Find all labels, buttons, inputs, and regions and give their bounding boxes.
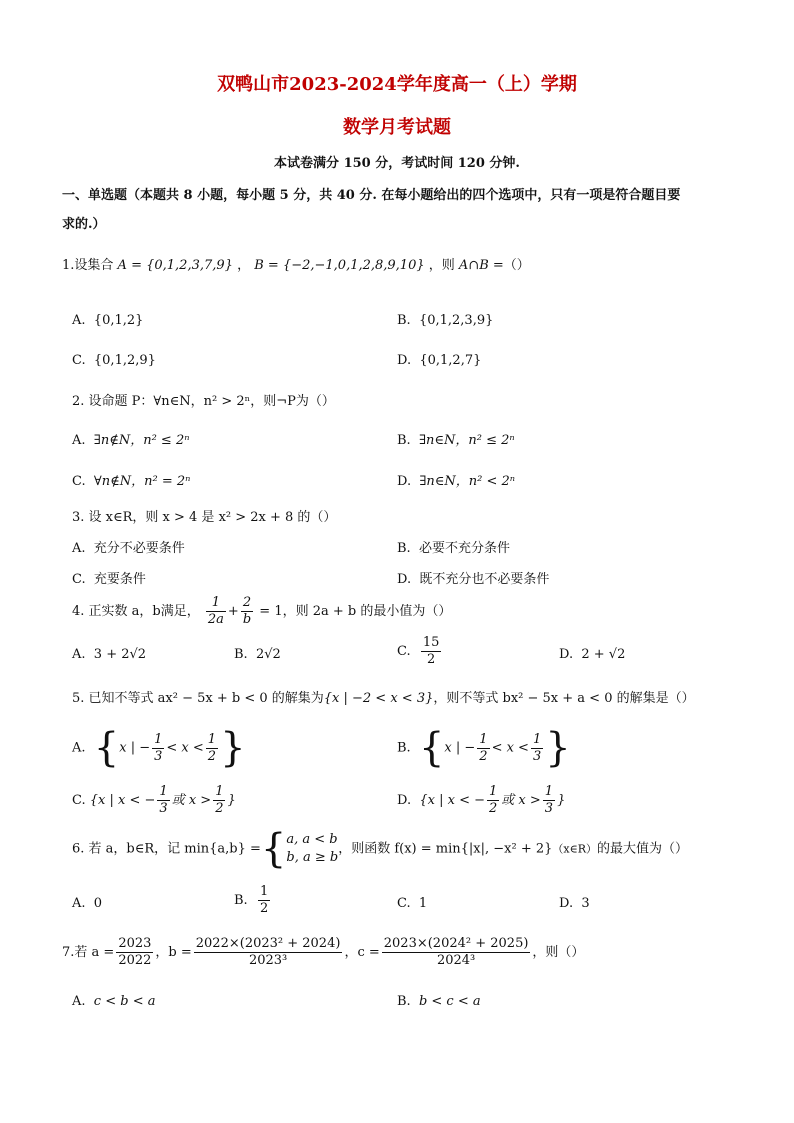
q4-option-c-den: 2 xyxy=(427,652,436,667)
q5-option-b: B. {x | − $\frac{1}{2}$ < x < $\frac{1}{3}$ } xyxy=(397,725,571,771)
q2-option-b-text: ∃n∈N，n² ≤ 2ⁿ xyxy=(418,433,515,448)
q5-text-2: ，则不等式 bx² − 5x + a < 0 的解集是（） xyxy=(433,691,695,706)
q5-option-b-mid: < x < xyxy=(491,740,529,756)
q4-option-a-label: A. xyxy=(72,647,86,662)
q5-option-d-n2: 1 xyxy=(544,784,554,799)
q3-option-d-label: D. xyxy=(397,572,412,587)
question-6: 6. 若 a，b∈R，记 min{a,b} ={ a, a < b b, a ≥ b ，则函数 f(x) = min{|x|, −x² + 2}（x∈R）的最大值为（） xyxy=(72,826,689,872)
q5-option-c-post: } xyxy=(227,793,236,808)
q3-option-a-text: 充分不必要条件 xyxy=(93,541,185,556)
q1-option-d-label: D. xyxy=(397,353,412,368)
q3-option-b-text: 必要不充分条件 xyxy=(418,541,510,556)
q5-option-a-d1: 3 xyxy=(154,748,163,764)
q3-option-a xyxy=(72,537,185,556)
q5-option-c-n2: 1 xyxy=(215,784,224,799)
q5-option-c-d1: 3 xyxy=(159,801,168,816)
q6-tail: 的最大值为（） xyxy=(597,841,689,857)
q4-equation: = 1，则 2a + b 的最小值为（） xyxy=(259,604,452,619)
q6-option-b-den: 2 xyxy=(259,901,269,916)
q1-sep: ， xyxy=(237,258,251,273)
q2-option-a-label: A. xyxy=(72,433,86,448)
q2-option-d-label: D. xyxy=(397,474,412,489)
q7-c-den: 2024³ xyxy=(436,953,476,968)
q2-option-b xyxy=(397,429,515,448)
question-7 xyxy=(62,936,584,969)
q1-option-b-text: {0,1,2,3,9} xyxy=(418,313,494,328)
q1-option-d xyxy=(397,353,481,368)
q1-expr: A∩B xyxy=(458,258,489,273)
q3-option-b xyxy=(397,537,510,556)
q5-option-b-label: B. xyxy=(397,740,411,756)
q7-a-den: 2022 xyxy=(118,953,152,968)
q7-c-num: 2023×(2024² + 2025) xyxy=(383,936,529,951)
q6-option-d-text: 3 xyxy=(581,896,590,911)
q5-option-a-frac-2 xyxy=(206,732,218,765)
q3-option-d-text: 既不充分也不必要条件 xyxy=(419,572,550,587)
q5-option-b-n2: 1 xyxy=(532,731,542,747)
exam-subtitle: 数学月考试题 xyxy=(343,117,451,138)
q6-option-b-num: 1 xyxy=(259,884,269,899)
q2-option-c xyxy=(72,470,190,489)
q5-option-c-d2: 2 xyxy=(215,801,224,816)
q6-domain: （x∈R） xyxy=(552,842,598,856)
q5-option-c-frac-1 xyxy=(157,784,169,817)
q7-tail: ，则（） xyxy=(532,945,585,960)
q5-option-b-d2: 3 xyxy=(532,748,542,764)
q5-option-d-d1: 2 xyxy=(489,801,498,816)
q5-option-a-label: A. xyxy=(72,740,86,756)
question-1 xyxy=(62,254,530,273)
q5-option-d-frac-2 xyxy=(543,784,555,817)
q5-option-d-d2: 3 xyxy=(544,801,554,816)
q4-option-b xyxy=(234,647,281,662)
q4-option-b-label: B. xyxy=(234,647,248,662)
q5-option-a-mid: < x < xyxy=(166,740,204,756)
q1-set-a: A = {0,1,2,3,7,9} xyxy=(117,258,233,273)
q3-option-d xyxy=(397,568,549,587)
q4-frac-2-den: b xyxy=(242,612,252,627)
exam-title: 双鸭山市2023-2024学年度高一（上）学期 xyxy=(217,74,577,95)
q5-option-b-d1: 2 xyxy=(479,748,488,764)
q7-frac-b xyxy=(194,936,343,969)
q7-b-pre: ，b = xyxy=(155,945,192,960)
section-heading-line2: 求的.） xyxy=(62,217,106,232)
q6-function: ，则函数 f(x) = min{|x|, −x² + 2} xyxy=(338,841,553,857)
q5-option-a-pre: x | − xyxy=(119,740,151,756)
q7-b-num: 2022×(2023² + 2024) xyxy=(195,936,341,951)
q7-option-a-label: A. xyxy=(72,994,86,1009)
q6-option-a xyxy=(72,896,102,911)
q5-option-d xyxy=(397,784,565,817)
q6-option-c xyxy=(397,896,427,911)
q5-option-c-frac-2 xyxy=(213,784,225,817)
q6-option-a-label: A. xyxy=(72,896,86,911)
q1-prefix: 1.设集合 xyxy=(62,258,114,273)
q4-option-c-frac xyxy=(421,635,442,668)
q2-option-d-text: ∃n∈N，n² < 2ⁿ xyxy=(419,474,516,489)
q3-option-c-text: 充要条件 xyxy=(93,572,146,587)
q5-option-b-frac-2 xyxy=(531,732,543,765)
q4-plus: + xyxy=(227,604,239,619)
q6-option-c-label: C. xyxy=(397,896,411,911)
q5-option-b-n1: 1 xyxy=(479,731,488,747)
q6-prefix: 6. 若 a，b∈R，记 min{a,b} = xyxy=(72,841,261,857)
question-2: 2. 设命题 P：∀n∈N，n² > 2ⁿ，则¬P为（） xyxy=(72,394,335,409)
q5-option-b-pre: x | − xyxy=(444,740,476,756)
q3-option-a-label: A. xyxy=(72,541,86,556)
q3-option-c-label: C. xyxy=(72,572,86,587)
q5-option-d-post: } xyxy=(557,793,566,808)
q5-option-c-n1: 1 xyxy=(159,784,168,799)
q7-b-den: 2023³ xyxy=(248,953,288,968)
q5-text-1: 5. 已知不等式 ax² − 5x + b < 0 的解集为 xyxy=(72,691,324,706)
q1-option-d-text: {0,1,2,7} xyxy=(419,353,482,368)
q4-option-c-num: 15 xyxy=(422,635,440,650)
q4-option-b-text: 2√2 xyxy=(255,647,281,662)
q6-case-1: a, a < b xyxy=(286,832,338,847)
q4-frac-2-num: 2 xyxy=(241,595,253,612)
q1-option-b xyxy=(397,313,493,328)
q5-option-d-mid: 或 x > xyxy=(501,793,541,808)
q1-option-b-label: B. xyxy=(397,313,411,328)
q5-option-a-d2: 2 xyxy=(207,748,217,764)
q1-option-c xyxy=(72,353,156,368)
q5-option-d-pre: {x | x < − xyxy=(419,793,485,808)
q5-option-a-frac-1 xyxy=(152,732,164,765)
q4-frac-1 xyxy=(206,595,226,628)
q5-solution-set: {x | −2 < x < 3} xyxy=(323,691,434,706)
q2-option-d xyxy=(397,470,515,489)
q7-frac-c xyxy=(382,936,531,969)
q4-frac-1-den: 2a xyxy=(207,612,224,627)
q7-option-a xyxy=(72,994,155,1009)
q7-option-b-text: b < c < a xyxy=(418,994,481,1009)
q5-option-c xyxy=(72,784,236,817)
q6-case-2: b, a ≥ b xyxy=(286,850,339,865)
q4-option-d-text: 2 + √2 xyxy=(581,647,626,662)
question-5 xyxy=(72,687,695,706)
q1-option-a-label: A. xyxy=(72,313,86,328)
q2-option-a xyxy=(72,429,190,448)
q6-option-d xyxy=(559,896,590,911)
q1-set-b: B = {−2,−1,0,1,2,8,9,10} xyxy=(254,258,425,273)
q4-option-c-label: C. xyxy=(397,644,411,659)
q4-option-a-text: 3 + 2√2 xyxy=(93,647,147,662)
q2-option-c-label: C. xyxy=(72,474,86,489)
q2-option-a-text: ∃n∉N，n² ≤ 2ⁿ xyxy=(93,433,190,448)
q4-prefix: 4. 正实数 a，b满足， xyxy=(72,604,200,619)
q5-option-d-n1: 1 xyxy=(489,784,498,799)
q7-prefix: 7.若 a = xyxy=(62,945,115,960)
q4-option-a xyxy=(72,647,146,662)
q4-option-c xyxy=(397,635,443,668)
question-4 xyxy=(72,595,451,628)
q6-option-d-label: D. xyxy=(559,896,574,911)
q7-option-a-text: c < b < a xyxy=(93,994,156,1009)
q1-option-a xyxy=(72,313,143,328)
q4-option-d xyxy=(559,647,625,662)
q6-cases xyxy=(286,831,338,867)
q5-option-d-label: D. xyxy=(397,793,412,808)
q5-option-c-label: C. xyxy=(72,793,86,808)
q4-frac-2 xyxy=(241,595,253,628)
q6-option-b-label: B. xyxy=(234,893,248,908)
q5-option-d-frac-1 xyxy=(487,784,499,817)
q7-frac-a xyxy=(116,936,153,969)
q7-a-num: 2023 xyxy=(118,936,152,951)
q6-option-b xyxy=(234,884,272,917)
q4-frac-1-num: 1 xyxy=(206,595,226,612)
q5-option-a: A. {x | − $\frac{1}{3}$ < x < $\frac{1}{2}$ } xyxy=(72,725,246,771)
q6-option-c-text: 1 xyxy=(418,896,428,911)
q1-ask: ，则 xyxy=(428,258,455,273)
q1-option-c-label: C. xyxy=(72,353,86,368)
q3-option-b-label: B. xyxy=(397,541,411,556)
q5-option-c-mid: 或 x > xyxy=(171,793,212,808)
q1-tail: =（） xyxy=(492,258,530,273)
q1-option-c-text: {0,1,2,9} xyxy=(93,353,156,368)
q5-option-c-pre: {x | x < − xyxy=(89,793,156,808)
exam-note: 本试卷满分 150 分，考试时间 120 分钟. xyxy=(274,156,520,171)
q1-option-a-text: {0,1,2} xyxy=(93,313,144,328)
question-3: 3. 设 x∈R，则 x > 4 是 x² > 2x + 8 的（） xyxy=(72,510,337,525)
q5-option-a-n2: 1 xyxy=(207,731,217,747)
q7-c-pre: ，c = xyxy=(344,945,380,960)
section-heading-line1: 一、单选题（本题共 8 小题，每小题 5 分，共 40 分. 在每小题给出的四个选项中，只有一项是符合题目要 xyxy=(62,188,681,203)
q4-option-d-label: D. xyxy=(559,647,574,662)
q7-option-b-label: B. xyxy=(397,994,411,1009)
q7-option-b xyxy=(397,994,481,1009)
q5-option-b-frac-1 xyxy=(477,732,489,765)
q6-option-a-text: 0 xyxy=(93,896,103,911)
q3-option-c xyxy=(72,568,146,587)
q5-option-a-n1: 1 xyxy=(154,731,163,747)
q6-option-b-frac xyxy=(258,884,270,917)
q2-option-b-label: B. xyxy=(397,433,411,448)
q2-option-c-text: ∀n∉N，n² = 2ⁿ xyxy=(93,474,191,489)
